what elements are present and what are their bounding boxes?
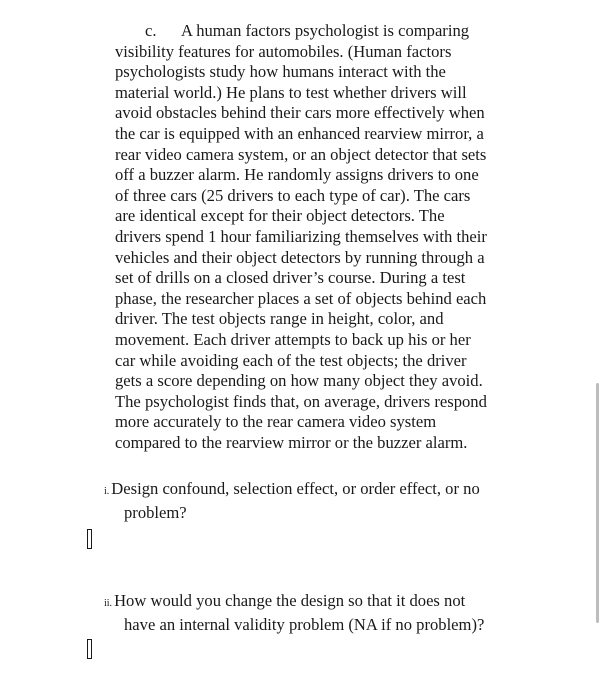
passage-line: drivers spend 1 hour familiarizing themselves with their bbox=[115, 226, 487, 246]
answer-field-1[interactable] bbox=[87, 529, 92, 549]
passage-line: The psychologist finds that, on average, drivers respond bbox=[115, 391, 487, 411]
passage-line: off a buzzer alarm. He randomly assigns drivers to one bbox=[115, 165, 479, 185]
passage-line: are identical except for their object detectors. The bbox=[115, 206, 445, 226]
question-2-text-continued: have an internal validity problem (NA if no problem)? bbox=[124, 614, 485, 634]
passage-line: gets a score depending on how many object they avoid. bbox=[115, 371, 483, 391]
question-1-text: Design confound, selection effect, or order effect, or no bbox=[111, 479, 480, 498]
passage-line: phase, the researcher places a set of objects behind each bbox=[115, 288, 487, 308]
question-1-line bbox=[104, 479, 524, 503]
question-1-numeral: i. bbox=[104, 486, 110, 497]
passage-line-text: A human factors psychologist is comparing bbox=[181, 21, 470, 40]
passage-line: avoid obstacles behind their cars more effectively when bbox=[115, 103, 485, 123]
scrollbar-thumb[interactable] bbox=[596, 383, 599, 623]
question-2-numeral: ii. bbox=[104, 598, 113, 609]
item-marker: c. bbox=[145, 21, 157, 40]
passage-line: compared to the rearview mirror or the buzzer alarm. bbox=[115, 432, 468, 452]
question-1-text-continued: problem? bbox=[124, 502, 187, 522]
question-2-text: How would you change the design so that it does not bbox=[114, 591, 466, 610]
passage-line: vehicles and their object detectors by running through a bbox=[115, 247, 485, 267]
passage-line: set of drills on a closed driver’s course. During a test bbox=[115, 268, 466, 288]
passage-line: of three cars (25 drivers to each type of car). The cars bbox=[115, 185, 471, 205]
passage-line: more accurately to the rear camera video system bbox=[115, 412, 437, 432]
passage-line: the car is equipped with an enhanced rearview mirror, a bbox=[115, 123, 484, 143]
passage-line: visibility features for automobiles. (Human factors bbox=[115, 41, 452, 61]
question-2 bbox=[104, 591, 524, 635]
question-2-line bbox=[104, 591, 524, 615]
passage-line: car while avoiding each of the test objects; the driver bbox=[115, 350, 467, 370]
passage-line: psychologists study how humans interact with the bbox=[115, 62, 446, 82]
passage-line: material world.) He plans to test whether drivers will bbox=[115, 82, 467, 102]
passage bbox=[115, 21, 515, 453]
passage-line: movement. Each driver attempts to back up his or her bbox=[115, 329, 471, 349]
passage-line: rear video camera system, or an object detector that sets bbox=[115, 144, 487, 164]
passage-line: driver. The test objects range in height, color, and bbox=[115, 309, 444, 329]
question-1 bbox=[104, 479, 524, 523]
answer-field-2[interactable] bbox=[87, 639, 92, 659]
passage-line bbox=[115, 21, 515, 42]
